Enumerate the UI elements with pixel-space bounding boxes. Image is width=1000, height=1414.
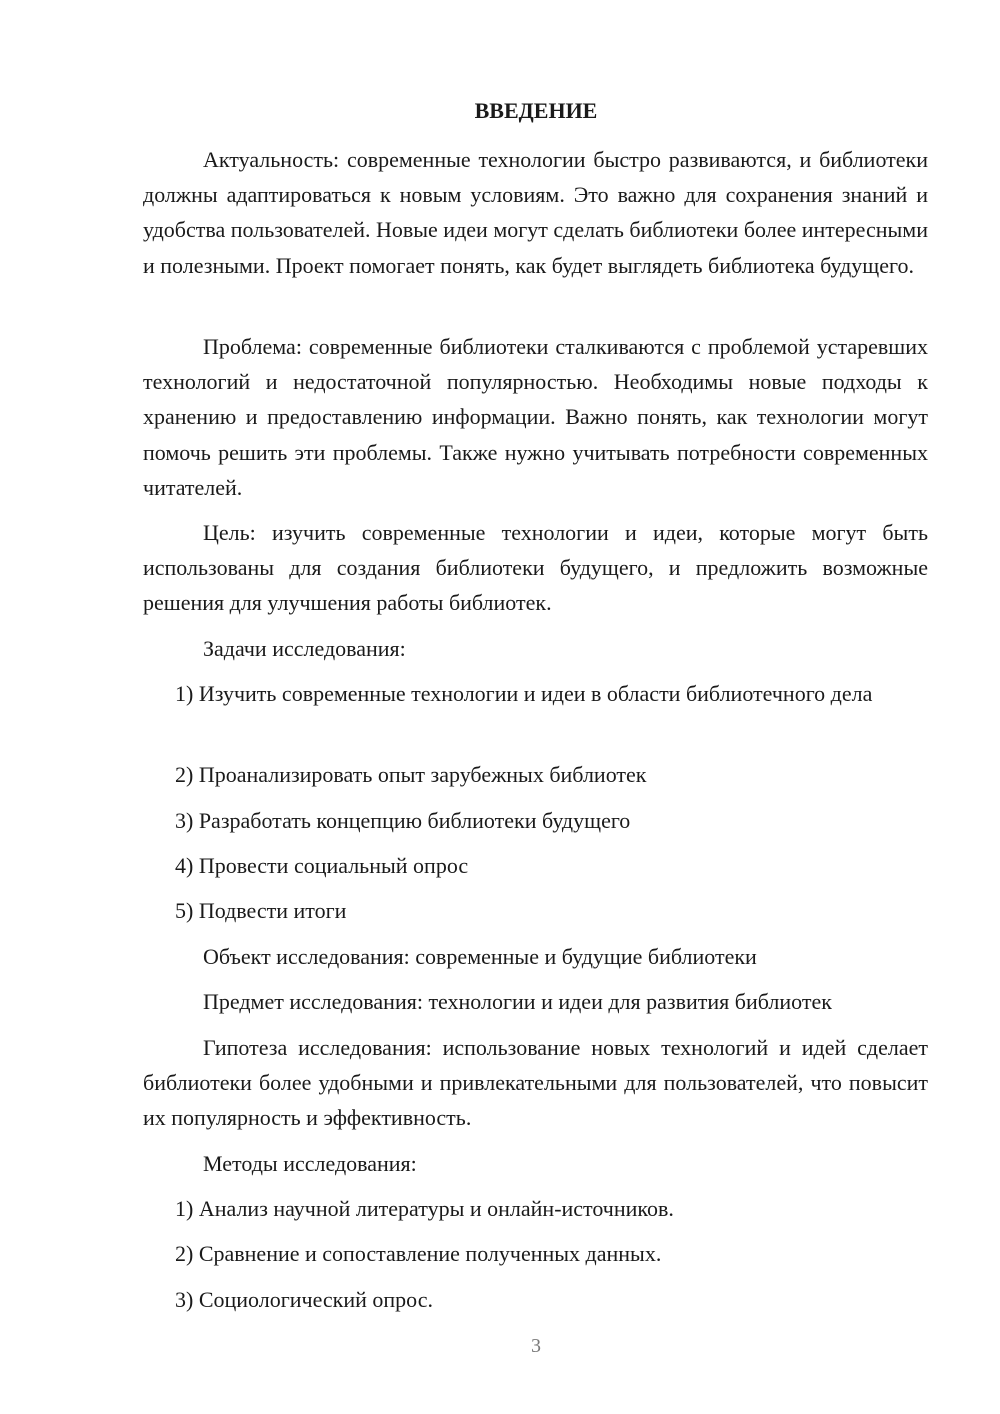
paragraph-hypothesis: Гипотеза исследования: использование новых технологий и идей сделает библиотеки более удобными и привлекательными для пользователей, что повысит их популярность и эффективность. [143, 1035, 928, 1131]
paragraph-problem: Проблема: современные библиотеки сталкиваются с проблемой устаревших технологий и недостаточной популярностью. Необходимы новые подходы к хранению и предоставлению информации. Важно понять, как технологии могут помочь решить эти проблемы. Также нужно учитывать потребности современных читателей. [143, 334, 928, 500]
task-item-4: 4) Провести социальный опрос [175, 853, 469, 878]
research-object: Объект исследования: современные и будущие библиотеки [203, 944, 757, 969]
tasks-heading: Задачи исследования: [203, 636, 406, 661]
page-title: ВВЕДЕНИЕ [474, 98, 598, 123]
paragraph-relevance: Актуальность: современные технологии быстро развиваются, и библиотеки должны адаптироваться к новым условиям. Это важно для сохранения знаний и удобства пользователей. Новые идеи могут сделать библиотеки более интересными и полезными. Проект помогает понять, как будет выглядеть библиотека будущего. [143, 147, 928, 278]
method-item-2: 2) Сравнение и сопоставление полученных данных. [175, 1241, 662, 1266]
task-item-2: 2) Проанализировать опыт зарубежных библиотек [175, 762, 647, 787]
page-number: 3 [531, 1335, 541, 1357]
task-item-3: 3) Разработать концепцию библиотеки будущего [175, 808, 631, 833]
methods-heading: Методы исследования: [203, 1151, 417, 1176]
method-item-1: 1) Анализ научной литературы и онлайн-источников. [175, 1196, 674, 1221]
paragraph-goal: Цель: изучить современные технологии и идеи, которые могут быть использованы для создания библиотеки будущего, и предложить возможные решения для улучшения работы библиотек. [143, 520, 928, 616]
method-item-3: 3) Социологический опрос. [175, 1287, 433, 1312]
task-item-5: 5) Подвести итоги [175, 898, 347, 923]
task-item-1: 1) Изучить современные технологии и идеи в области библиотечного дела [175, 681, 873, 706]
research-subject: Предмет исследования: технологии и идеи для развития библиотек [203, 989, 832, 1014]
